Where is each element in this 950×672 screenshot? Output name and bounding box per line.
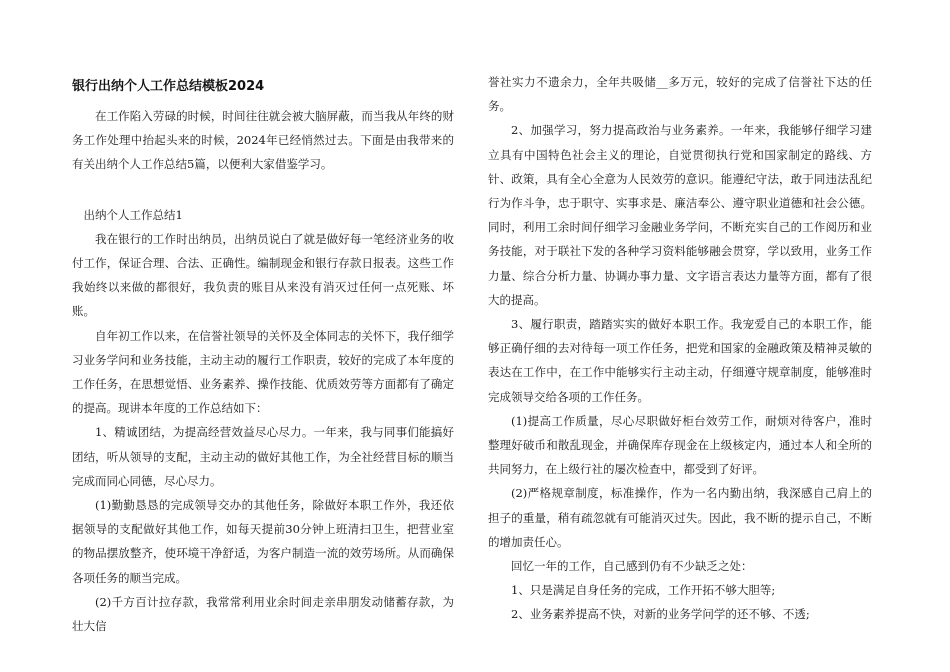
body-paragraph: 1、精诚团结，为提高经营效益尽心尽力。一年来，我与同事们能搞好团结，听从领导的支配，主动主动的做好其他工作，为全社经营目标的顺当完成而同心同德，尽心尽力。 [72,425,454,488]
body-paragraph: (1)提高工作质量，尽心尽职做好柜台效劳工作，耐烦对待客户，准时整理好破币和散乱现金，并确保库存现金在上级核定内，通过本人和全所的共同努力，在上级行社的屡次检查中，都受到了好评。 [488,413,872,477]
left-column [72,72,454,638]
body-paragraph: (1)勤勤恳恳的完成领导交办的其他任务，除做好本职工作外，我还依据领导的支配做好其他工作，如每天提前30分钟上班清扫卫生，把营业室的物品摆放整齐，使环境干净舒适，为客户制造一流的效劳场所。从而确保各项任务的顺当完成。 [72,498,454,585]
body-paragraph: 2、业务素养提高不快，对新的业务学问学的还不够、不透; [511,607,810,622]
body-paragraph: 3、履行职责，踏踏实实的做好本职工作。我宠爱自己的本职工作，能够正确仔细的去对待每一项工作任务，把党和国家的金融政策及精神灵敏的表达在工作中，在工作中能够实行主动主动，仔细遵守规章制度，能够准时完成领导交给各项的工作任务。 [488,317,872,404]
body-paragraph: 回忆一年的工作，自己感到仍有不少缺乏之处： [511,559,753,574]
body-paragraph: (2)千方百计拉存款，我常常利用业余时间走亲串朋发动储蓄存款，为壮大信 [72,594,454,634]
continued-paragraph: 誉社实力不遗余力，全年共吸储__多万元，较好的完成了信誉社下达的任务。 [488,75,872,114]
section-heading: 出纳个人工作总结1 [83,207,183,222]
body-paragraph: 自年初工作以来，在信誉社领导的关怀及全体同志的关怀下，我仔细学习业务学问和业务技能，主动主动的履行工作职责，较好的完成了本年度的工作任务，在思想觉悟、业务素养、操作技能、优质效劳等方面都有了确定的提高。现讲本年度的工作总结如下： [72,328,454,416]
body-paragraph: 我在银行的工作时出纳员，出纳员说白了就是做好每一笔经济业务的收付工作，保证合理、合法、正确性。编制现金和银行存款日报表。这些工作我始终以来做的都很好，我负责的账目从来没有消灭过任何一点死账、坏账。 [72,231,454,319]
body-paragraph: 1、只是满足自身任务的完成，工作开拓不够大胆等; [511,583,776,598]
right-column [488,70,872,627]
intro-paragraph: 在工作陷入劳碌的时候，时间往往就会被大脑屏蔽，而当我从年终的财务工作处理中抬起头来的时候，2024年已经悄然过去。下面是由我带来的有关出纳个人工作总结5篇，以便利大家借鉴学习。 [72,109,454,172]
body-paragraph: (2)严格规章制度，标准操作，作为一名内勤出纳，我深感自己肩上的担子的重量，稍有疏忽就有可能消灭过失。因此，我不断的提示自己，不断的增加责任心。 [488,486,872,549]
body-paragraph: 2、加强学习，努力提高政治与业务素养。一年来，我能够仔细学习建立具有中国特色社会主义的理论，自觉贯彻执行党和国家制定的路线、方针、政策，具有全心全意为人民效劳的意识。能遵纪守法，敢于同违法乱纪行为作斗争，忠于职守、实事求是、廉洁奉公、遵守职业道德和社会公德。同时，利用工余时间仔细学习金融业务学问，不断充实自己的工作阅历和业务技能，对于联社下发的各种学习资料能够融会贯穿，学以致用，业务工作力量、综合分析力量、协调办事力量、文字语言表达力量等方面，都有了很大的提高。 [488,123,872,307]
document-title: 银行出纳个人工作总结模板2024 [72,79,265,94]
spacer [72,177,454,203]
